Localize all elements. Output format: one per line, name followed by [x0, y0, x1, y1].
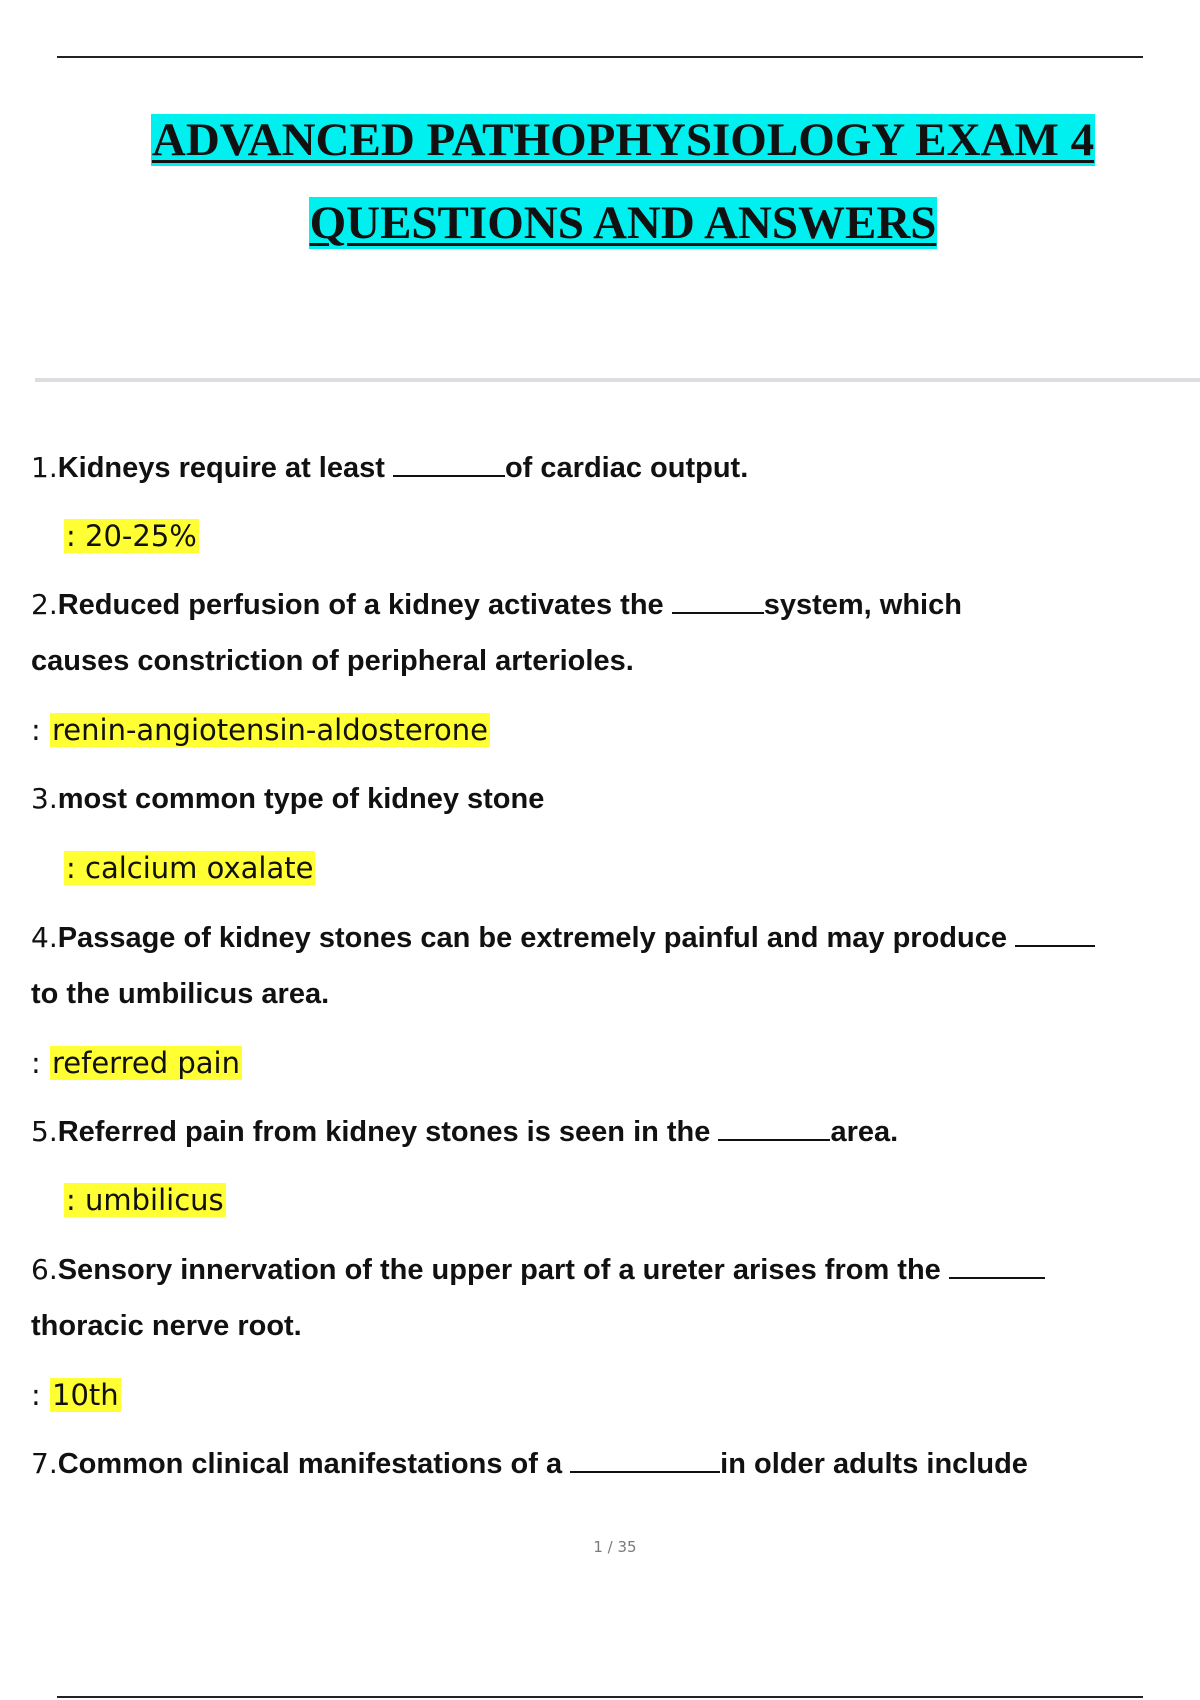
title-line-1-text: ADVANCED PATHOPHYSIOLOGY EXAM 4: [151, 114, 1095, 166]
answer-blank: [570, 1447, 720, 1473]
question-number: 1.: [31, 451, 58, 484]
page-indicator: 1 / 35: [593, 1538, 637, 1556]
answer-6: [31, 1376, 121, 1414]
answer-blank: [949, 1253, 1045, 1279]
question-text-end: system, which: [763, 589, 962, 621]
answer-5: [64, 1181, 226, 1219]
answer-prefix: :: [66, 519, 85, 553]
answer-text: 20-25%: [85, 519, 197, 553]
answer-blank: [718, 1115, 830, 1141]
answer-prefix: :: [31, 1378, 50, 1412]
question-text: Reduced perfusion of a kidney activates the: [57, 589, 672, 621]
answer-highlight: [64, 851, 315, 885]
answer-text: renin-angiotensin-aldosterone: [52, 713, 488, 747]
answer-text: 10th: [52, 1378, 119, 1412]
answer-text: umbilicus: [85, 1183, 224, 1217]
question-text-continued: thoracic nerve root.: [31, 1310, 302, 1342]
question-7: [31, 1447, 1028, 1481]
question-text: Passage of kidney stones can be extremely painful and may produce: [57, 922, 1016, 954]
question-6: [31, 1253, 1045, 1287]
answer-3: [64, 849, 315, 887]
title-line-2-text: QUESTIONS AND ANSWERS: [309, 197, 937, 249]
question-3: [31, 782, 544, 816]
question-text: Common clinical manifestations of a: [57, 1448, 571, 1480]
question-6-line-2: [31, 1309, 302, 1343]
question-text: Kidneys require at least: [57, 452, 393, 484]
answer-prefix: :: [31, 713, 50, 747]
answer-prefix: :: [66, 851, 85, 885]
answer-prefix: :: [31, 1046, 50, 1080]
section-divider: [35, 378, 1200, 382]
answer-blank: [672, 588, 764, 614]
question-5: [31, 1115, 898, 1149]
question-2: [31, 588, 962, 622]
answer-text: referred pain: [52, 1046, 240, 1080]
answer-1: [64, 517, 199, 555]
question-text-end: area.: [830, 1116, 899, 1148]
answer-2: [31, 711, 490, 749]
title-line-2: [0, 195, 1200, 251]
question-number: 2.: [31, 588, 58, 621]
question-text: most common type of kidney stone: [57, 783, 545, 815]
question-number: 3.: [31, 782, 58, 815]
question-text: Referred pain from kidney stones is seen in the: [57, 1116, 719, 1148]
bottom-rule: [57, 1696, 1143, 1698]
answer-4: [31, 1044, 242, 1082]
question-4: [31, 921, 1095, 955]
question-1: [31, 451, 748, 485]
answer-blank: [1015, 921, 1095, 947]
question-4-line-2: [31, 977, 329, 1011]
answer-text: calcium oxalate: [85, 851, 314, 885]
question-number: 6.: [31, 1253, 58, 1286]
title-line-1: [0, 112, 1200, 168]
top-rule: [57, 56, 1143, 58]
answer-highlight: [64, 519, 199, 553]
question-text-end: in older adults include: [720, 1448, 1028, 1480]
question-text-continued: to the umbilicus area.: [31, 978, 330, 1010]
question-text: Sensory innervation of the upper part of a ureter arises from the: [57, 1254, 949, 1286]
answer-blank: [393, 451, 505, 477]
question-text-end: of cardiac output.: [504, 452, 749, 484]
question-text-continued: causes constriction of peripheral arterioles.: [31, 645, 634, 677]
question-2-line-2: [31, 644, 634, 678]
answer-prefix: :: [66, 1183, 85, 1217]
question-number: 7.: [31, 1447, 58, 1480]
answer-highlight: [64, 1183, 226, 1217]
question-number: 5.: [31, 1115, 58, 1148]
question-number: 4.: [31, 921, 58, 954]
